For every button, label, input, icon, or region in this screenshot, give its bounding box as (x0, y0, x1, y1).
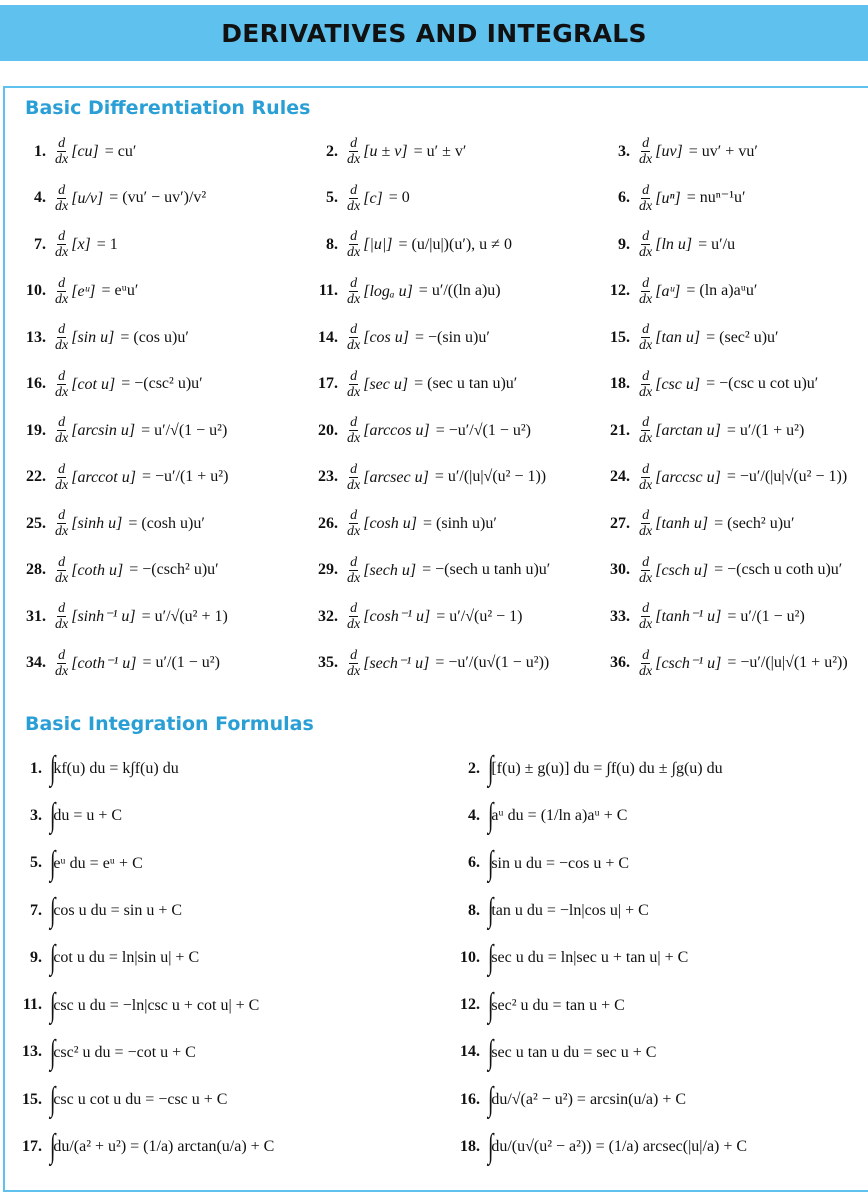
formula-body: eᵘ du = eᵘ + C (53, 854, 143, 872)
rule-rhs: = u′ ± v′ (413, 142, 467, 160)
d-dx-operator: $\frac{d}{dx}$ (347, 136, 361, 168)
rule-number: 7. (34, 235, 46, 253)
rule-rhs: = −u′/(|u|√(1 + u²)) (727, 654, 848, 672)
differentiation-section-title: Basic Differentiation Rules (25, 97, 311, 119)
rule-number: 21. (610, 421, 630, 439)
d-dx-operator: $\frac{d}{dx}$ (55, 554, 69, 586)
rule-rhs: = −(csc u cot u)u′ (706, 375, 819, 393)
formula-number: 2. (468, 759, 480, 777)
rule-lhs: [uv] (655, 142, 683, 160)
formula-number: 16. (460, 1090, 480, 1108)
diff-rule (314, 555, 550, 587)
diff-rule (22, 415, 227, 447)
formula-body: sin u du = −cos u + C (491, 854, 630, 872)
diff-rule (606, 648, 848, 680)
d-dx-operator: $\frac{d}{dx}$ (639, 275, 653, 307)
rule-number: 17. (318, 375, 338, 393)
integral-sign-icon: ∫ (487, 1128, 494, 1166)
diff-rule (314, 415, 531, 447)
rule-rhs: = eᵘu′ (101, 282, 139, 300)
rule-number: 18. (610, 375, 630, 393)
rule-number: 1. (34, 142, 46, 160)
rule-rhs: = −(csch² u)u′ (129, 561, 219, 579)
rule-number: 22. (26, 468, 46, 486)
integration-formula (458, 1130, 747, 1164)
rule-rhs: = u′/(1 + u²) (726, 421, 805, 439)
integration-formula (20, 844, 143, 882)
formula-body: csc u du = −ln|csc u + cot u| + C (53, 996, 260, 1014)
formula-body: kf(u) du = k∫f(u) du (53, 760, 179, 777)
rule-number: 28. (26, 561, 46, 579)
integral-sign-icon: ∫ (49, 1128, 56, 1166)
formula-number: 17. (22, 1138, 42, 1156)
rule-rhs: = cu′ (104, 142, 137, 160)
rule-number: 15. (610, 328, 630, 346)
diff-rule (314, 322, 490, 354)
rule-lhs: [sinh⁻¹ u] (71, 607, 136, 625)
rule-rhs: = −u′/√(1 − u²) (435, 421, 531, 439)
rule-lhs: [eᵘ] (71, 282, 96, 300)
d-dx-operator: $\frac{d}{dx}$ (55, 415, 69, 447)
rule-lhs: [coth u] (71, 561, 124, 579)
formula-body: du/√(a² − u²) = arcsin(u/a) + C (491, 1091, 687, 1109)
diff-rule (606, 136, 758, 168)
rule-number: 8. (326, 235, 338, 253)
diff-rule (314, 276, 501, 308)
formula-number: 3. (30, 806, 42, 824)
rule-number: 23. (318, 468, 338, 486)
rule-lhs: [tanh⁻¹ u] (655, 607, 722, 625)
rule-lhs: [logₐ u] (363, 282, 413, 300)
rule-number: 27. (610, 514, 630, 532)
rule-lhs: [u ± v] (363, 142, 408, 160)
integral-sign-icon: ∫ (49, 844, 56, 882)
rule-rhs: = (ln a)aᵘu′ (686, 282, 758, 300)
rule-number: 12. (610, 282, 630, 300)
diff-rule (22, 601, 228, 633)
diff-rule (606, 229, 735, 261)
d-dx-operator: $\frac{d}{dx}$ (347, 415, 361, 447)
rule-lhs: [x] (71, 235, 91, 253)
formula-number: 9. (30, 948, 42, 966)
rule-number: 3. (618, 142, 630, 160)
formula-body: aᵘ du = (1/ln a)aᵘ + C (491, 807, 628, 825)
d-dx-operator: $\frac{d}{dx}$ (639, 415, 653, 447)
diff-rule (314, 601, 522, 633)
integral-sign-icon: ∫ (49, 797, 56, 835)
formula-number: 15. (22, 1090, 42, 1108)
rule-rhs: = u′/((ln a)u) (418, 282, 501, 300)
rule-lhs: [arccot u] (71, 468, 136, 486)
rule-lhs: [sin u] (71, 328, 115, 346)
diff-rule (606, 322, 779, 354)
rule-rhs: = u′/(1 − u²) (727, 607, 805, 625)
rule-rhs: = −(csch u coth u)u′ (714, 561, 843, 579)
rule-number: 36. (610, 654, 630, 672)
integration-formula (458, 941, 688, 975)
rule-lhs: [cosh⁻¹ u] (363, 607, 431, 625)
d-dx-operator: $\frac{d}{dx}$ (55, 182, 69, 214)
integration-formula (458, 844, 630, 882)
integral-sign-icon: ∫ (487, 844, 494, 882)
rule-rhs: = u′/√(u² − 1) (436, 607, 523, 625)
rule-lhs: [csch u] (655, 561, 709, 579)
rule-rhs: = −u′/(u√(1 − u²)) (435, 654, 550, 672)
rule-rhs: = (sinh u)u′ (423, 514, 497, 532)
rule-number: 32. (318, 607, 338, 625)
rule-number: 4. (34, 189, 46, 207)
rule-number: 35. (318, 654, 338, 672)
integral-sign-icon: ∫ (487, 750, 494, 787)
rule-rhs: = −u′/(|u|√(u² − 1)) (726, 468, 848, 486)
rule-lhs: [arcsec u] (363, 468, 429, 486)
integral-sign-icon: ∫ (49, 1033, 56, 1071)
rule-lhs: [sec u] (363, 375, 409, 393)
diff-rule (22, 508, 205, 540)
rule-rhs: = (cosh u)u′ (128, 514, 205, 532)
diff-rule (606, 555, 842, 587)
rule-lhs: [tanh u] (655, 514, 709, 532)
rule-lhs: [sech⁻¹ u] (363, 654, 430, 672)
integration-formula (458, 1033, 657, 1071)
d-dx-operator: $\frac{d}{dx}$ (55, 647, 69, 679)
integral-sign-icon: ∫ (487, 891, 494, 929)
rule-rhs: = (sec² u)u′ (706, 328, 779, 346)
rule-number: 20. (318, 421, 338, 439)
diff-rule (606, 369, 818, 401)
diff-rule (22, 136, 136, 168)
rule-rhs: = u′/√(1 − u²) (141, 421, 228, 439)
integration-formula (458, 752, 723, 786)
integration-formula (20, 1083, 227, 1117)
integral-sign-icon: ∫ (487, 1033, 494, 1071)
integral-sign-icon: ∫ (49, 939, 56, 977)
rule-lhs: [c] (363, 189, 383, 207)
rule-number: 14. (318, 328, 338, 346)
formula-body: du/(u√(u² − a²)) = (1/a) arcsec(|u|/a) + C (491, 1138, 748, 1156)
title-banner (0, 5, 868, 61)
rule-lhs: [cot u] (71, 375, 116, 393)
formula-number: 12. (460, 996, 480, 1014)
diff-rule (606, 415, 804, 447)
formula-body: sec u tan u du = sec u + C (491, 1043, 657, 1061)
d-dx-operator: $\frac{d}{dx}$ (347, 601, 361, 633)
diff-rule (22, 229, 118, 261)
rule-lhs: [cos u] (363, 328, 409, 346)
integral-sign-icon: ∫ (49, 986, 56, 1024)
diff-rule (606, 183, 746, 215)
d-dx-operator: $\frac{d}{dx}$ (639, 182, 653, 214)
rule-lhs: [arctan u] (655, 421, 721, 439)
rule-rhs: = −(csc² u)u′ (121, 375, 203, 393)
integration-formula (458, 891, 649, 929)
rule-number: 6. (618, 189, 630, 207)
d-dx-operator: $\frac{d}{dx}$ (347, 275, 361, 307)
d-dx-operator: $\frac{d}{dx}$ (639, 461, 653, 493)
rule-rhs: = 1 (96, 235, 118, 253)
diff-rule (314, 369, 517, 401)
integration-formula (458, 799, 627, 833)
diff-rule (606, 601, 805, 633)
d-dx-operator: $\frac{d}{dx}$ (639, 508, 653, 540)
formula-number: 7. (30, 901, 42, 919)
d-dx-operator: $\frac{d}{dx}$ (55, 136, 69, 168)
formula-body: csc² u du = −cot u + C (53, 1043, 196, 1061)
formula-body: tan u du = −ln|cos u| + C (491, 901, 649, 919)
d-dx-operator: $\frac{d}{dx}$ (347, 508, 361, 540)
formula-number: 6. (468, 854, 480, 872)
rule-rhs: = u′/(|u|√(u² − 1)) (434, 468, 547, 486)
formula-number: 14. (460, 1043, 480, 1061)
integration-formula (20, 891, 183, 929)
d-dx-operator: $\frac{d}{dx}$ (347, 182, 361, 214)
d-dx-operator: $\frac{d}{dx}$ (55, 322, 69, 354)
rule-rhs: = −u′/(1 + u²) (141, 468, 229, 486)
rule-lhs: [u/v] (71, 189, 104, 207)
rule-lhs: [csc u] (655, 375, 701, 393)
formula-body: du = u + C (53, 807, 123, 825)
rule-lhs: [cu] (71, 142, 99, 160)
d-dx-operator: $\frac{d}{dx}$ (347, 229, 361, 261)
rule-number: 19. (26, 421, 46, 439)
rule-rhs: = (sech² u)u′ (714, 514, 795, 532)
d-dx-operator: $\frac{d}{dx}$ (639, 322, 653, 354)
d-dx-operator: $\frac{d}{dx}$ (639, 601, 653, 633)
d-dx-operator: $\frac{d}{dx}$ (55, 601, 69, 633)
diff-rule (314, 508, 497, 540)
formula-number: 8. (468, 901, 480, 919)
rule-number: 29. (318, 561, 338, 579)
d-dx-operator: $\frac{d}{dx}$ (639, 229, 653, 261)
integral-sign-icon: ∫ (487, 1081, 494, 1119)
rule-number: 26. (318, 514, 338, 532)
d-dx-operator: $\frac{d}{dx}$ (347, 322, 361, 354)
diff-rule (606, 276, 757, 308)
diff-rule (22, 555, 219, 587)
rule-number: 9. (618, 235, 630, 253)
rule-rhs: = −(sin u)u′ (415, 328, 490, 346)
rule-lhs: [csch⁻¹ u] (655, 654, 722, 672)
diff-rule (314, 229, 512, 261)
d-dx-operator: $\frac{d}{dx}$ (347, 647, 361, 679)
d-dx-operator: $\frac{d}{dx}$ (639, 554, 653, 586)
d-dx-operator: $\frac{d}{dx}$ (55, 229, 69, 261)
integral-sign-icon: ∫ (487, 797, 494, 835)
formula-number: 4. (468, 806, 480, 824)
rule-lhs: [arccsc u] (655, 468, 721, 486)
integral-sign-icon: ∫ (487, 986, 494, 1024)
rule-lhs: [cosh u] (363, 514, 417, 532)
integration-formula (20, 1033, 196, 1071)
rule-rhs: = (vu′ − uv′)/v² (109, 189, 207, 207)
formula-body: csc u cot u du = −csc u + C (53, 1091, 228, 1109)
rule-number: 31. (26, 607, 46, 625)
diff-rule (22, 369, 203, 401)
rule-number: 2. (326, 142, 338, 160)
rule-lhs: [uⁿ] (655, 189, 681, 207)
rule-number: 25. (26, 514, 46, 532)
rule-rhs: = u′/√(u² + 1) (141, 607, 228, 625)
rule-number: 5. (326, 189, 338, 207)
integral-sign-icon: ∫ (487, 939, 494, 977)
rule-number: 11. (318, 282, 338, 300)
rule-number: 24. (610, 468, 630, 486)
rule-rhs: = u′/u (698, 235, 736, 253)
diff-rule (314, 183, 410, 215)
formula-body: sec u du = ln|sec u + tan u| + C (491, 949, 689, 967)
integration-section-title: Basic Integration Formulas (25, 713, 314, 735)
formula-number: 18. (460, 1138, 480, 1156)
rule-lhs: [arccos u] (363, 421, 430, 439)
rule-rhs: = (u/|u|)(u′), u ≠ 0 (398, 235, 512, 253)
d-dx-operator: $\frac{d}{dx}$ (55, 461, 69, 493)
diff-rule (314, 136, 466, 168)
d-dx-operator: $\frac{d}{dx}$ (639, 136, 653, 168)
integration-formula (20, 986, 260, 1024)
rule-rhs: = uv′ + vu′ (688, 142, 758, 160)
integral-sign-icon: ∫ (49, 891, 56, 929)
diff-rule (22, 462, 228, 494)
diff-rule (314, 648, 549, 680)
integral-sign-icon: ∫ (49, 1081, 56, 1119)
d-dx-operator: $\frac{d}{dx}$ (347, 554, 361, 586)
formula-number: 10. (460, 948, 480, 966)
rule-rhs: = (cos u)u′ (120, 328, 189, 346)
diff-rule (22, 648, 220, 680)
rule-lhs: [sech u] (363, 561, 417, 579)
diff-rule (22, 183, 206, 215)
rule-number: 30. (610, 561, 630, 579)
d-dx-operator: $\frac{d}{dx}$ (347, 461, 361, 493)
integral-sign-icon: ∫ (49, 750, 56, 787)
diff-rule (606, 508, 795, 540)
d-dx-operator: $\frac{d}{dx}$ (639, 368, 653, 400)
formula-number: 13. (22, 1043, 42, 1061)
d-dx-operator: $\frac{d}{dx}$ (55, 508, 69, 540)
rule-lhs: [|u|] (363, 235, 393, 253)
rule-number: 16. (26, 375, 46, 393)
formula-number: 5. (30, 854, 42, 872)
rule-number: 13. (26, 328, 46, 346)
rule-lhs: [aᵘ] (655, 282, 681, 300)
rule-rhs: = 0 (388, 189, 410, 207)
diff-rule (314, 462, 546, 494)
rule-number: 10. (26, 282, 46, 300)
diff-rule (22, 276, 138, 308)
integration-formula (458, 1083, 686, 1117)
formula-body: sec² u du = tan u + C (491, 996, 625, 1014)
formula-number: 1. (30, 759, 42, 777)
formula-body: [f(u) ± g(u)] du = ∫f(u) du ± ∫g(u) du (491, 760, 723, 777)
page-title: DERIVATIVES AND INTEGRALS (221, 18, 647, 48)
d-dx-operator: $\frac{d}{dx}$ (347, 368, 361, 400)
formula-body: cos u du = sin u + C (53, 901, 183, 919)
integration-formula (458, 986, 625, 1024)
integration-formula (20, 752, 179, 786)
d-dx-operator: $\frac{d}{dx}$ (55, 368, 69, 400)
diff-rule (606, 462, 847, 494)
diff-rule (22, 322, 189, 354)
rule-number: 33. (610, 607, 630, 625)
rule-number: 34. (26, 654, 46, 672)
formula-number: 11. (22, 996, 42, 1014)
integration-formula (20, 941, 199, 975)
rule-lhs: [tan u] (655, 328, 701, 346)
formula-body: du/(a² + u²) = (1/a) arctan(u/a) + C (53, 1138, 275, 1156)
formula-body: cot u du = ln|sin u| + C (53, 949, 200, 967)
rule-rhs: = u′/(1 − u²) (142, 654, 220, 672)
rule-rhs: = (sec u tan u)u′ (414, 375, 518, 393)
d-dx-operator: $\frac{d}{dx}$ (55, 275, 69, 307)
rule-lhs: [sinh u] (71, 514, 123, 532)
d-dx-operator: $\frac{d}{dx}$ (639, 647, 653, 679)
rule-lhs: [ln u] (655, 235, 693, 253)
rule-lhs: [coth⁻¹ u] (71, 654, 137, 672)
integration-formula (20, 799, 122, 833)
rule-lhs: [arcsin u] (71, 421, 136, 439)
rule-rhs: = −(sech u tanh u)u′ (422, 561, 551, 579)
integration-formula (20, 1130, 274, 1164)
rule-rhs: = nuⁿ⁻¹u′ (686, 189, 746, 207)
